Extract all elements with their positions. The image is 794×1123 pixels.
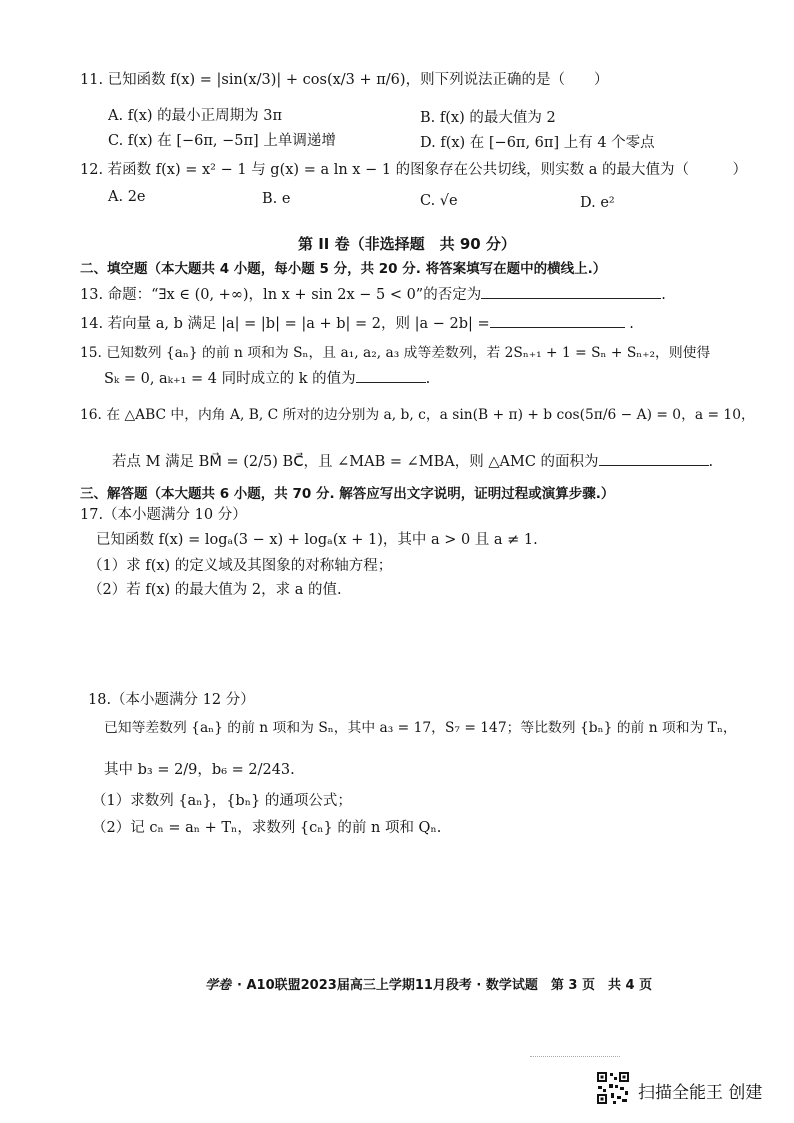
q12-stem: 12. 若函数 f(x) = x² − 1 与 g(x) = a ln x − 1 的图象存在公共切线，则实数 a 的最大值为（ ）: [80, 162, 748, 178]
divider: [530, 1056, 620, 1057]
q11-stem: 11. 已知函数 f(x) = |sin(x/3)| + cos(x/3 + π/6)，则下列说法正确的是（ ）: [80, 72, 609, 88]
q17-part2: （2）若 f(x) 的最大值为 2，求 a 的值.: [88, 582, 342, 598]
solve-section-header: 三、解答题（本大题共 6 小题，共 70 分. 解答应写出文字说明，证明过程或演算步骤.）: [80, 486, 615, 502]
qr-code-icon: [596, 1071, 630, 1105]
q12-option-b: B. e: [262, 191, 291, 207]
q13-text: 13. 命题：“∃x ∈ (0, +∞)，ln x + sin 2x − 5 < 0”的否定为: [80, 287, 482, 303]
q18-stem: 已知等差数列 {aₙ} 的前 n 项和为 Sₙ，其中 a₃ = 17，S₇ = 147；等比数列 {bₙ} 的前 n 项和为 Tₙ，: [104, 720, 737, 736]
q18-stem2: 其中 b₃ = 2/9，b₆ = 2/243.: [104, 762, 295, 778]
q12-option-a: A. 2e: [108, 189, 146, 205]
footer-text: · A10联盟2023届高三上学期11月段考 · 数学试题 第 3 页 共 4 页: [237, 978, 653, 993]
q11-option-a: A. f(x) 的最小正周期为 3π: [108, 108, 283, 124]
q17-title: 17.（本小题满分 10 分）: [80, 507, 247, 523]
q13: 13. 命题：“∃x ∈ (0, +∞)，ln x + sin 2x − 5 < 0”的否定为 .: [80, 284, 666, 305]
q15-text: Sₖ = 0, aₖ₊₁ = 4 同时成立的 k 的值为: [104, 371, 356, 387]
q16-answer-blank[interactable]: [599, 451, 709, 466]
q16-line2: 若点 M 满足 BM⃗ = (2/5) BC⃗，且 ∠MAB = ∠MBA，则 △AMC 的面积为 .: [112, 451, 713, 472]
q16-line1: 16. 在 △ABC 中，内角 A, B, C 所对的边分别为 a, b, c，a sin(B + π) + b cos(5π/6 − A) = 0，a = 10，: [80, 407, 755, 423]
q12-option-c: C. √e: [420, 193, 458, 209]
q18-part1: （1）求数列 {aₙ}，{bₙ} 的通项公式；: [92, 793, 352, 809]
q14-answer-blank[interactable]: [490, 313, 625, 328]
scanner-watermark: 扫描全能王 创建: [638, 1083, 763, 1103]
q14: 14. 若向量 a, b 满足 |a| = |b| = |a + b| = 2，则 |a − 2b| = .: [80, 313, 634, 334]
q11-option-d: D. f(x) 在 [−6π, 6π] 上有 4 个零点: [420, 135, 655, 151]
q15-line2: Sₖ = 0, aₖ₊₁ = 4 同时成立的 k 的值为 .: [104, 368, 430, 389]
q16-text: 若点 M 满足 BM⃗ = (2/5) BC⃗，且 ∠MAB = ∠MBA，则 △AMC 的面积为: [112, 454, 599, 470]
fill-section-header: 二、填空题（本大题共 4 小题，每小题 5 分，共 20 分. 将答案填写在题中的横线上.）: [80, 261, 607, 277]
q11-option-b: B. f(x) 的最大值为 2: [420, 110, 556, 126]
part2-heading: 第 II 卷（非选择题 共 90 分）: [298, 235, 516, 253]
page-footer: [205, 974, 652, 993]
q15-line1: 15. 已知数列 {aₙ} 的前 n 项和为 Sₙ，且 a₁, a₂, a₃ 成等差数列，若 2Sₙ₊₁ + 1 = Sₙ + Sₙ₊₂，则使得: [80, 345, 711, 361]
q12-option-d: D. e²: [580, 195, 615, 211]
q15-answer-blank[interactable]: [356, 368, 426, 383]
q17-stem: 已知函数 f(x) = logₐ(3 − x) + logₐ(x + 1)，其中 a > 0 且 a ≠ 1.: [96, 532, 538, 548]
brand-logo: 学卷: [205, 978, 232, 993]
q18-part2: （2）记 cₙ = aₙ + Tₙ，求数列 {cₙ} 的前 n 项和 Qₙ.: [92, 820, 442, 836]
q17-part1: （1）求 f(x) 的定义域及其图象的对称轴方程；: [88, 558, 393, 574]
q13-answer-blank[interactable]: [481, 284, 661, 299]
q14-text: 14. 若向量 a, b 满足 |a| = |b| = |a + b| = 2，则 |a − 2b| =: [80, 316, 490, 332]
q11-option-c: C. f(x) 在 [−6π, −5π] 上单调递增: [108, 133, 336, 149]
q18-title: 18.（本小题满分 12 分）: [88, 692, 255, 708]
